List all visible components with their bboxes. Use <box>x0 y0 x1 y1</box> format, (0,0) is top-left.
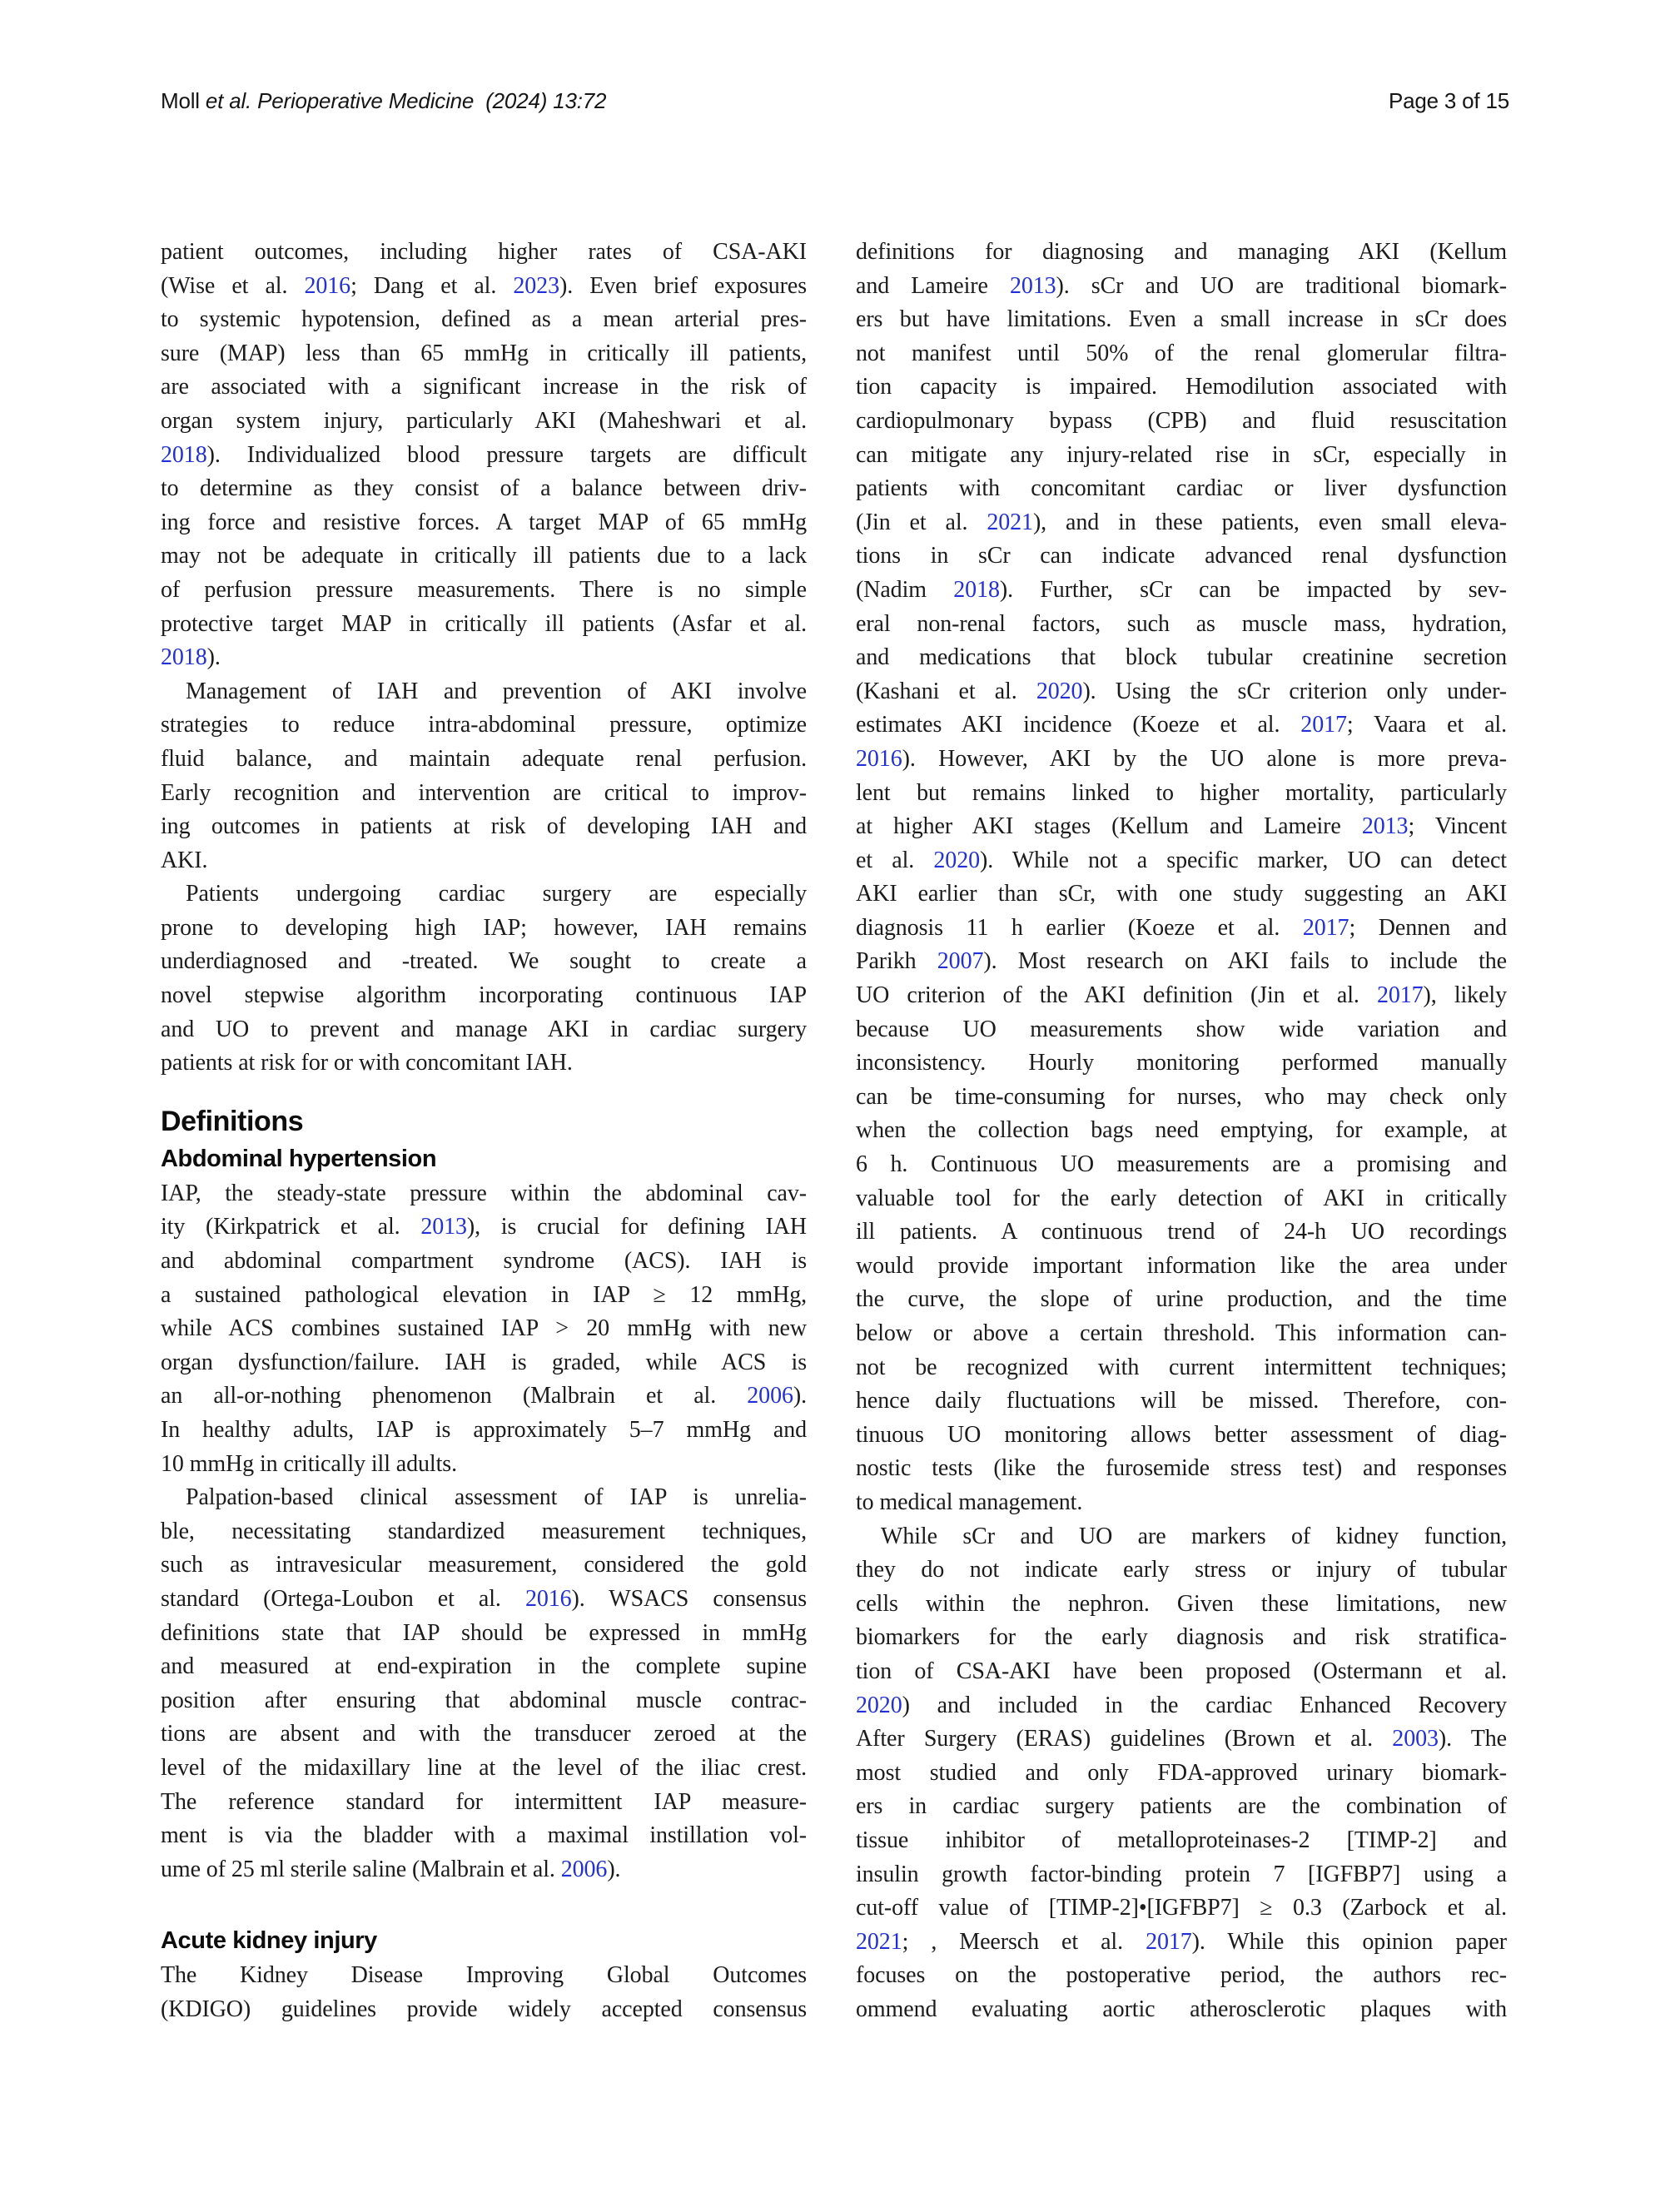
text-line: ers in cardiac surgery patients are the combination of <box>856 1793 1507 1820</box>
text-line: Early recognition and intervention are critical to improv- <box>161 779 807 806</box>
citation-year[interactable]: 2006 <box>560 1856 608 1882</box>
citation-year[interactable]: 2021 <box>856 1928 902 1955</box>
text-line: eral non-renal factors, such as muscle mass, hydration, <box>856 610 1507 637</box>
text-line: (KDIGO) guidelines provide widely accepted consensus <box>161 1996 807 2022</box>
paragraph <box>161 236 807 675</box>
text-line: While sCr and UO are markers of kidney function, <box>881 1523 1507 1549</box>
text-line: After Surgery (ERAS) guidelines (Brown et al. 2003). The <box>856 1726 1507 1752</box>
paragraph <box>161 1959 807 2026</box>
text-line: to determine as they consist of a balance between driv- <box>161 475 807 502</box>
citation-year[interactable]: 2016 <box>856 745 902 772</box>
text-line: tions in sCr can indicate advanced renal dysfunction <box>856 543 1507 569</box>
text-line: definitions state that IAP should be expressed in mmHg <box>161 1619 807 1646</box>
text-line: tion capacity is impaired. Hemodilution associated with <box>856 374 1507 400</box>
text-line: valuable tool for the early detection of AKI in critically <box>856 1185 1507 1211</box>
subsection-heading-abdominal-hypertension: Abdominal hypertension <box>161 1145 437 1172</box>
text-line: while ACS combines sustained IAP > 20 mmHg with new <box>161 1315 807 1342</box>
section-heading-definitions: Definitions <box>161 1105 304 1137</box>
text-line: not manifest until 50% of the renal glomerular filtra- <box>856 340 1507 366</box>
text-line: not be recognized with current intermittent techniques; <box>856 1354 1507 1380</box>
citation-year[interactable]: 2017 <box>1300 712 1347 738</box>
text-line: below or above a certain threshold. This information can- <box>856 1320 1507 1346</box>
text-line: (Nadim 2018). Further, sCr can be impacted by sev- <box>856 576 1507 603</box>
citation-year[interactable]: 2007 <box>937 948 984 975</box>
text-line: position after ensuring that abdominal muscle contrac- <box>161 1687 807 1713</box>
header-author: Moll <box>161 88 200 113</box>
citation-year[interactable]: 2016 <box>304 272 351 299</box>
text-line: organ dysfunction/failure. IAH is graded, while ACS is <box>161 1349 807 1375</box>
text-line: AKI earlier than sCr, with one study suggesting an AKI <box>856 881 1507 907</box>
text-line: may not be adequate in critically ill patients due to a lack <box>161 543 807 569</box>
text-line: UO criterion of the AKI definition (Jin et al. 2017), likely <box>856 982 1507 1009</box>
text-line: (Wise et al. 2016; Dang et al. 2023). Even brief exposures <box>161 272 807 299</box>
text-line: most studied and only FDA-approved urinary biomark- <box>856 1759 1507 1786</box>
text-line: when the collection bags need emptying, for example, at <box>856 1117 1507 1144</box>
text-line: tinuous UO monitoring allows better assessment of diag- <box>856 1421 1507 1448</box>
text-line: insulin growth factor-binding protein 7 [IGFBP7] using a <box>856 1861 1507 1887</box>
text-line: estimates AKI incidence (Koeze et al. 2017; Vaara et al. <box>856 712 1507 738</box>
text-line: cut-off value of [TIMP-2]•[IGFBP7] ≥ 0.3 (Zarbock et al. <box>856 1895 1507 1921</box>
citation-year[interactable]: 2020 <box>856 1692 902 1718</box>
text-line: the curve, the slope of urine production, and the time <box>856 1286 1507 1313</box>
text-line: 2018). <box>161 644 221 671</box>
text-line: patient outcomes, including higher rates of CSA-AKI <box>161 239 807 265</box>
citation-year[interactable]: 2017 <box>1146 1928 1192 1955</box>
text-line: ing outcomes in patients at risk of developing IAH and <box>161 813 807 840</box>
citation-year[interactable]: 2013 <box>420 1214 467 1240</box>
citation-year[interactable]: 2023 <box>513 272 559 299</box>
left-column <box>161 236 807 2027</box>
text-line: ill patients. A continuous trend of 24-h UO recordings <box>856 1219 1507 1245</box>
text-line: hence daily fluctuations will be missed. Therefore, con- <box>856 1388 1507 1414</box>
text-line: and measured at end-expiration in the complete supine <box>161 1653 807 1680</box>
text-line: and Lameire 2013). sCr and UO are traditional biomark- <box>856 272 1508 299</box>
text-line: IAP, the steady-state pressure within the abdominal cav- <box>161 1180 807 1206</box>
text-line: to systemic hypotension, defined as a mean arterial pres- <box>161 306 807 333</box>
text-line: would provide important information like the area under <box>856 1252 1507 1279</box>
paragraph <box>161 877 807 1081</box>
text-line: they do not indicate early stress or injury of tubular <box>856 1557 1507 1583</box>
text-line: (Kashani et al. 2020). Using the sCr criterion only under- <box>856 678 1507 704</box>
text-line: and abdominal compartment syndrome (ACS). IAH is <box>161 1248 807 1275</box>
text-line: are associated with a significant increase in the risk of <box>161 374 807 400</box>
text-line: level of the midaxillary line at the level of the iliac crest. <box>161 1754 807 1781</box>
text-line: because UO measurements show wide variation and <box>856 1016 1507 1042</box>
text-line: The reference standard for intermittent IAP measure- <box>161 1788 807 1815</box>
text-line: ers but have limitations. Even a small increase in sCr does <box>856 306 1507 333</box>
citation-year[interactable]: 2013 <box>1009 272 1056 299</box>
text-line: protective target MAP in critically ill patients (Asfar et al. <box>161 610 807 637</box>
text-line: nostic tests (like the furosemide stress test) and responses <box>856 1455 1507 1482</box>
text-line: organ system injury, particularly AKI (Maheshwari et al. <box>161 407 807 434</box>
subsection-heading-acute-kidney-injury: Acute kidney injury <box>161 1927 377 1955</box>
text-line: standard (Ortega-Loubon et al. 2016). WSACS consensus <box>161 1585 807 1612</box>
text-line: ume of 25 ml sterile saline (Malbrain et al. 2006). <box>161 1856 621 1882</box>
text-line: fluid balance, and maintain adequate renal perfusion. <box>161 745 807 772</box>
text-line: such as intravesicular measurement, considered the gold <box>161 1552 807 1578</box>
text-line: tion of CSA-AKI have been proposed (Ostermann et al. <box>856 1658 1507 1684</box>
text-line: focuses on the postoperative period, the authors rec- <box>856 1962 1507 1989</box>
text-line: biomarkers for the early diagnosis and risk stratifica- <box>856 1624 1507 1651</box>
text-line: underdiagnosed and -treated. We sought to create a <box>161 948 807 975</box>
text-line: cardiopulmonary bypass (CPB) and fluid resuscitation <box>856 407 1507 434</box>
text-line: patients at risk for or with concomitant IAH. <box>161 1050 573 1076</box>
text-line: The Kidney Disease Improving Global Outcomes <box>161 1962 807 1989</box>
page-header <box>161 88 1509 114</box>
text-line: an all-or-nothing phenomenon (Malbrain et al. 2006). <box>161 1383 807 1409</box>
citation-year[interactable]: 2021 <box>987 509 1033 535</box>
text-line: strategies to reduce intra-abdominal pressure, optimize <box>161 712 807 738</box>
text-line: 2016). However, AKI by the UO alone is more preva- <box>856 745 1507 772</box>
paragraph <box>856 236 1507 1520</box>
text-line: ing force and resistive forces. A target MAP of 65 mmHg <box>161 509 807 535</box>
text-line: ity (Kirkpatrick et al. 2013), is crucial for defining IAH <box>161 1214 807 1240</box>
text-line: et al. 2020). While not a specific marker, UO can detect <box>856 847 1507 873</box>
paragraph <box>161 675 807 878</box>
text-line: patients with concomitant cardiac or liver dysfunction <box>856 475 1507 502</box>
citation-year[interactable]: 2017 <box>1376 982 1424 1009</box>
text-line: Management of IAH and prevention of AKI involve <box>186 678 807 704</box>
text-line: novel stepwise algorithm incorporating continuous IAP <box>161 982 807 1009</box>
citation-year[interactable]: 2018 <box>953 576 1000 603</box>
citation-year[interactable]: 2018 <box>161 441 207 468</box>
header-citation <box>161 88 606 114</box>
citation-year[interactable]: 2018 <box>161 644 207 671</box>
text-line: Palpation-based clinical assessment of IAP is unrelia- <box>186 1484 807 1511</box>
text-line: diagnosis 11 h earlier (Koeze et al. 2017; Dennen and <box>856 914 1507 941</box>
text-line: inconsistency. Hourly monitoring performed manually <box>856 1050 1507 1076</box>
right-column <box>856 236 1507 2026</box>
text-line: Patients undergoing cardiac surgery are especially <box>186 881 807 907</box>
citation-year[interactable]: 2017 <box>1302 914 1349 941</box>
text-line: (Jin et al. 2021), and in these patients, even small eleva- <box>856 509 1507 535</box>
text-line: and medications that block tubular creatinine secretion <box>856 644 1507 671</box>
text-line: at higher AKI stages (Kellum and Lameire 2013; Vincent <box>856 813 1508 840</box>
citation-year[interactable]: 2020 <box>933 847 980 873</box>
text-line: sure (MAP) less than 65 mmHg in critically ill patients, <box>161 340 807 366</box>
text-line: cells within the nephron. Given these limitations, new <box>856 1590 1507 1617</box>
text-line: a sustained pathological elevation in IAP ≥ 12 mmHg, <box>161 1281 807 1308</box>
text-line: 2021; , Meersch et al. 2017). While this opinion paper <box>856 1928 1507 1955</box>
text-line: tissue inhibitor of metalloproteinases-2 [TIMP-2] and <box>856 1827 1507 1853</box>
citation-year[interactable]: 2013 <box>1361 813 1409 840</box>
citation-year[interactable]: 2016 <box>524 1585 572 1612</box>
page-number: Page 3 of 15 <box>1388 88 1509 113</box>
text-line: lent but remains linked to higher mortality, particularly <box>856 779 1507 806</box>
text-line: to medical management. <box>856 1489 1083 1515</box>
text-line: 2020) and included in the cardiac Enhanced Recovery <box>856 1692 1507 1718</box>
text-line: prone to developing high IAP; however, IAH remains <box>161 914 807 941</box>
citation-year[interactable]: 2006 <box>747 1383 793 1409</box>
text-line: definitions for diagnosing and managing AKI (Kellum <box>856 239 1507 265</box>
text-line: AKI. <box>161 847 208 873</box>
text-line: ommend evaluating aortic atherosclerotic plaques with <box>856 1996 1507 2022</box>
paragraph <box>161 1481 807 1886</box>
text-line: can be time-consuming for nurses, who may check only <box>856 1083 1507 1110</box>
text-line: 10 mmHg in critically ill adults. <box>161 1450 457 1477</box>
text-line: tions are absent and with the transducer zeroed at the <box>161 1721 807 1747</box>
paragraph <box>161 1177 807 1481</box>
header-journal-ref: et al. Perioperative Medicine (2024) 13:72 <box>205 88 607 113</box>
text-line: and UO to prevent and manage AKI in cardiac surgery <box>161 1016 807 1042</box>
text-line: Parikh 2007). Most research on AKI fails to include the <box>856 948 1507 975</box>
text-line: of perfusion pressure measurements. There is no simple <box>161 576 807 603</box>
citation-year[interactable]: 2003 <box>1392 1726 1439 1752</box>
text-line: ment is via the bladder with a maximal instillation vol- <box>161 1822 807 1849</box>
text-line: can mitigate any injury-related rise in sCr, especially in <box>856 441 1507 468</box>
text-line: ble, necessitating standardized measurement techniques, <box>161 1518 807 1544</box>
text-line: 6 h. Continuous UO measurements are a promising and <box>856 1151 1507 1178</box>
paragraph <box>856 1520 1507 2027</box>
text-line: 2018). Individualized blood pressure targets are difficult <box>161 441 807 468</box>
text-line: In healthy adults, IAP is approximately 5–7 mmHg and <box>161 1417 807 1443</box>
citation-year[interactable]: 2020 <box>1036 678 1083 704</box>
